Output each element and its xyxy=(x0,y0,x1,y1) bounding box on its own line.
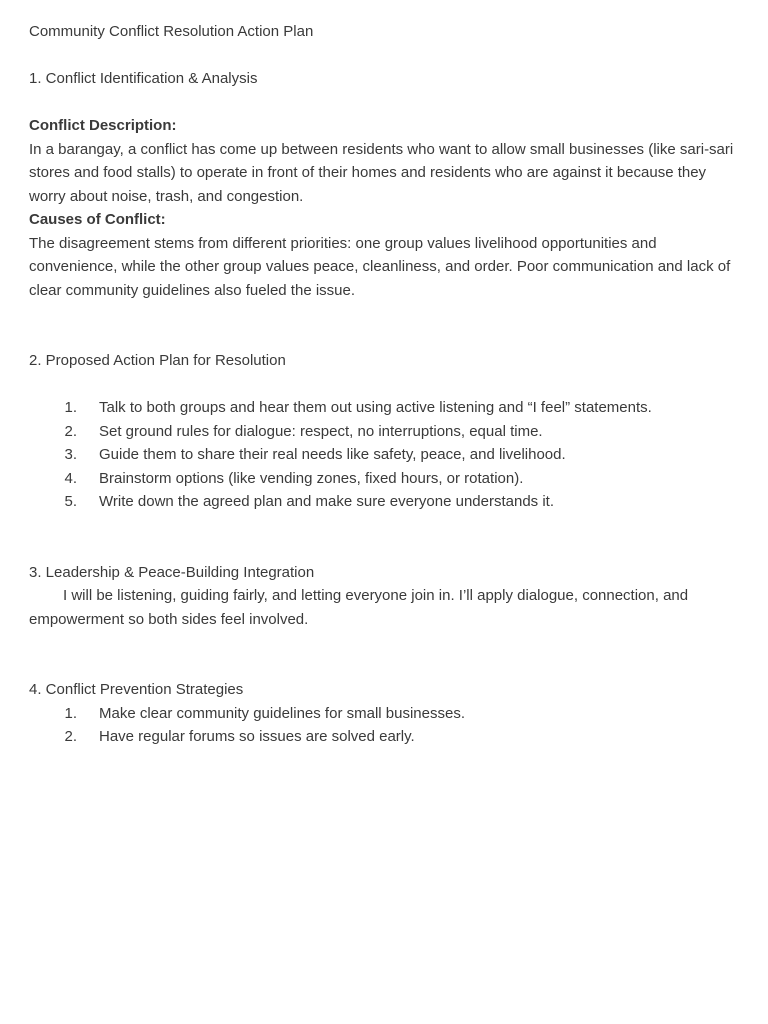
list-item-number: 2. xyxy=(64,422,77,440)
list-item-text: Set ground rules for dialogue: respect, no interruptions, equal time. xyxy=(99,422,543,440)
prevention-list xyxy=(29,702,738,749)
list-item-text: Guide them to share their real needs like safety, peace, and livelihood. xyxy=(99,446,566,463)
conflict-description-label: Conflict Description: xyxy=(29,117,177,134)
list-item xyxy=(29,443,738,467)
list-item xyxy=(29,396,738,420)
list-item-number: 2. xyxy=(64,728,77,745)
section-2-heading: 2. Proposed Action Plan for Resolution xyxy=(29,352,286,369)
document-title: Community Conflict Resolution Action Plan xyxy=(29,23,314,40)
causes-of-conflict-label: Causes of Conflict: xyxy=(29,211,166,228)
list-item-text: Write down the agreed plan and make sure everyone understands it. xyxy=(99,493,554,510)
list-item xyxy=(29,490,738,514)
list-item-number: 4. xyxy=(64,469,77,487)
section-4-heading: 4. Conflict Prevention Strategies xyxy=(29,681,244,698)
list-item-text: Have regular forums so issues are solved early. xyxy=(99,728,415,745)
list-item-number: 1. xyxy=(64,399,77,416)
list-item xyxy=(29,420,738,444)
list-item-text: Brainstorm options (like vending zones, fixed hours, or rotation). xyxy=(99,469,524,487)
conflict-description-text: In a barangay, a conflict has come up between residents who want to allow small businesses (like sari-sari stores and food stalls) to operate in front of their homes and residents who are against it because they worry about noise, trash, and congestion. xyxy=(29,140,734,205)
list-item-number: 5. xyxy=(64,493,77,510)
list-item xyxy=(29,467,738,491)
list-item xyxy=(29,702,738,726)
action-plan-list xyxy=(29,396,738,514)
list-item-number: 3. xyxy=(64,446,77,463)
list-item-number: 1. xyxy=(64,704,77,722)
leadership-text: I will be listening, guiding fairly, and letting everyone join in. I’ll apply dialogue, connection, and empowerment so both sides feel involved. xyxy=(29,587,689,628)
list-item-text: Make clear community guidelines for small businesses. xyxy=(99,704,465,722)
list-item-text: Talk to both groups and hear them out using active listening and “I feel” statements. xyxy=(99,399,652,416)
section-1-heading: 1. Conflict Identification & Analysis xyxy=(29,70,258,87)
causes-of-conflict-text: The disagreement stems from different priorities: one group values livelihood opportunities and convenience, while the other group values peace, cleanliness, and order. Poor communication and lack of clear community guidelines also fueled the issue. xyxy=(29,234,731,299)
section-3-heading: 3. Leadership & Peace-Building Integration xyxy=(29,563,315,581)
list-item xyxy=(29,725,738,749)
